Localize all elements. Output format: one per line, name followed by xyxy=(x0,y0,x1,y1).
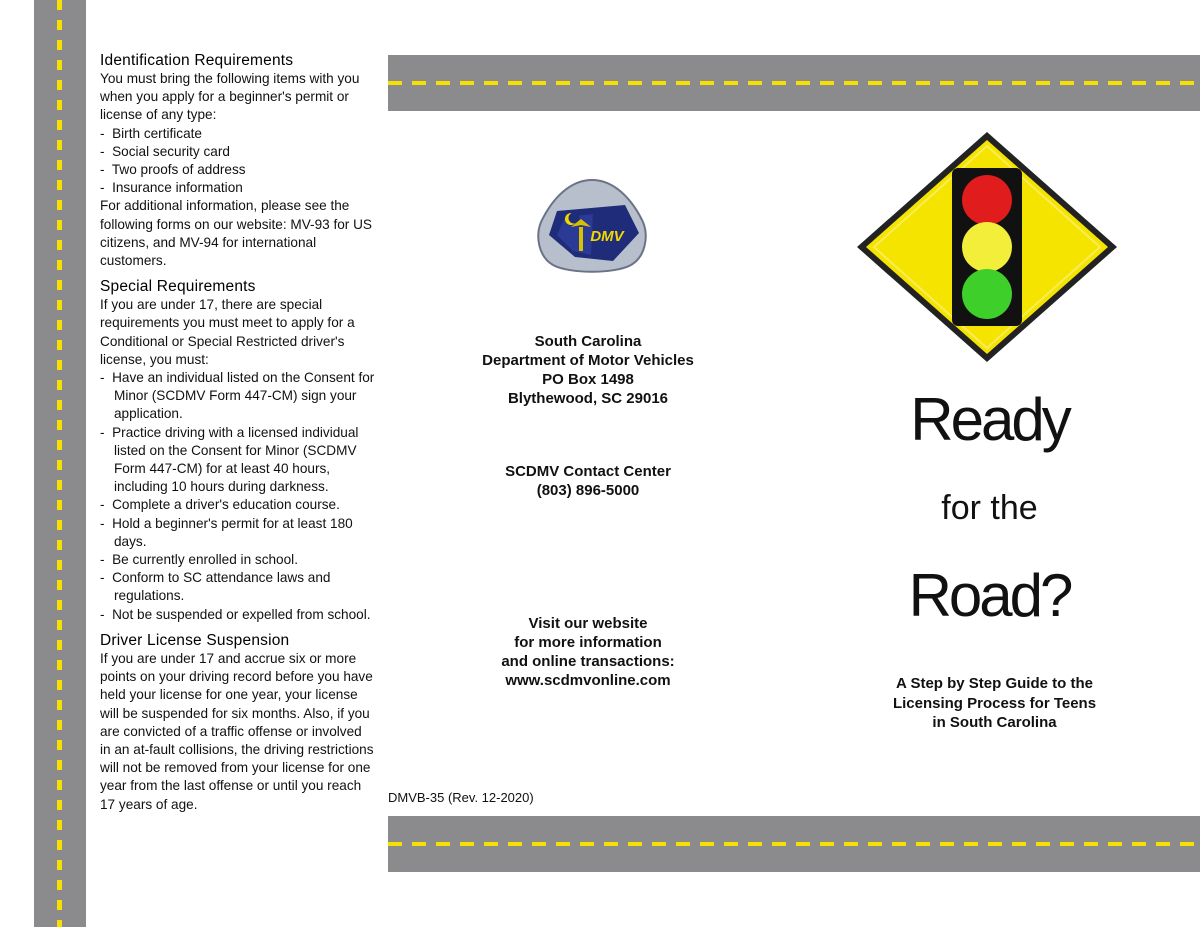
contact-center xyxy=(388,462,788,500)
road-center-line xyxy=(388,842,1200,846)
contact-phone: (803) 896-5000 xyxy=(536,482,640,499)
website-line: and online transactions: xyxy=(501,653,675,670)
suspension-section xyxy=(100,632,375,814)
left-panel xyxy=(100,52,375,822)
address-line: South Carolina xyxy=(534,333,642,350)
contact-title: SCDMV Contact Center xyxy=(505,463,671,480)
road-bottom-horizontal xyxy=(388,816,1200,872)
list-item: - Birth certificate xyxy=(100,125,375,143)
suspension-heading: Driver License Suspension xyxy=(100,631,290,649)
identification-outro: For additional information, please see the following forms on our website: MV-93 for US citizens, and MV-94 for international customers. xyxy=(100,198,372,269)
address-line: Department of Motor Vehicles xyxy=(482,352,694,369)
identification-heading: Identification Requirements xyxy=(100,52,294,69)
road-left-vertical xyxy=(34,0,86,927)
scdmv-logo-icon xyxy=(535,177,649,275)
special-list xyxy=(100,369,375,624)
list-item: - Be currently enrolled in school. xyxy=(100,551,375,569)
list-item: - Not be suspended or expelled from school. xyxy=(100,606,375,624)
title-road: Road? xyxy=(908,562,1071,629)
list-item: - Practice driving with a licensed individual listed on the Consent for Minor (SCDMV Form 447-CM) for at least 40 hours, including 10 hours during darkness. xyxy=(100,424,375,497)
list-item: - Complete a driver's education course. xyxy=(100,496,375,514)
logo-text: DMV xyxy=(590,228,624,245)
cover-subtitle xyxy=(852,674,1137,733)
title-for-the: for the xyxy=(941,489,1038,527)
subtitle-line: Licensing Process for Teens xyxy=(892,694,1097,712)
dmv-address xyxy=(388,332,788,408)
identification-section xyxy=(100,52,375,270)
special-section xyxy=(100,278,375,624)
special-heading: Special Requirements xyxy=(100,278,256,296)
list-item: - Two proofs of address xyxy=(100,161,375,179)
website-line: Visit our website xyxy=(528,615,648,632)
list-item: - Insurance information xyxy=(100,179,375,197)
website-info xyxy=(388,614,788,690)
form-code: DMVB-35 (Rev. 12-2020) xyxy=(388,790,534,805)
road-center-line xyxy=(57,0,62,927)
website-url: www.scdmvonline.com xyxy=(505,672,671,689)
suspension-text: If you are under 17 and accrue six or more points on your driving record before you have held your license for one year, your license will be suspended for six months. Also, if you are convicted of a traffic offense or involved in an at-fault collisions, the driving restrictions will not be removed from your license for one year from the last offense or until you reach 17 years of age. xyxy=(100,650,374,812)
identification-list xyxy=(100,125,375,198)
address-line: Blythewood, SC 29016 xyxy=(507,390,669,407)
list-item: - Social security card xyxy=(100,143,375,161)
road-top-horizontal xyxy=(388,55,1200,111)
subtitle-line: A Step by Step Guide to the xyxy=(896,675,1093,692)
special-intro: If you are under 17, there are special requirements you must meet to apply for a Conditional or Special Restricted driver's license, you must: xyxy=(100,297,355,367)
road-center-line xyxy=(388,81,1200,85)
title-ready: Ready xyxy=(910,386,1069,453)
traffic-light-sign-icon xyxy=(852,128,1122,366)
identification-intro: You must bring the following items with you when you apply for a beginner's permit or license of any type: xyxy=(100,71,360,123)
list-item: - Conform to SC attendance laws and regulations. xyxy=(100,569,375,605)
address-line: PO Box 1498 xyxy=(542,371,634,388)
subtitle-line: in South Carolina xyxy=(932,714,1057,731)
list-item: - Hold a beginner's permit for at least 180 days. xyxy=(100,515,375,551)
list-item: - Have an individual listed on the Consent for Minor (SCDMV Form 447-CM) sign your application. xyxy=(100,369,375,424)
website-line: for more information xyxy=(514,634,662,651)
